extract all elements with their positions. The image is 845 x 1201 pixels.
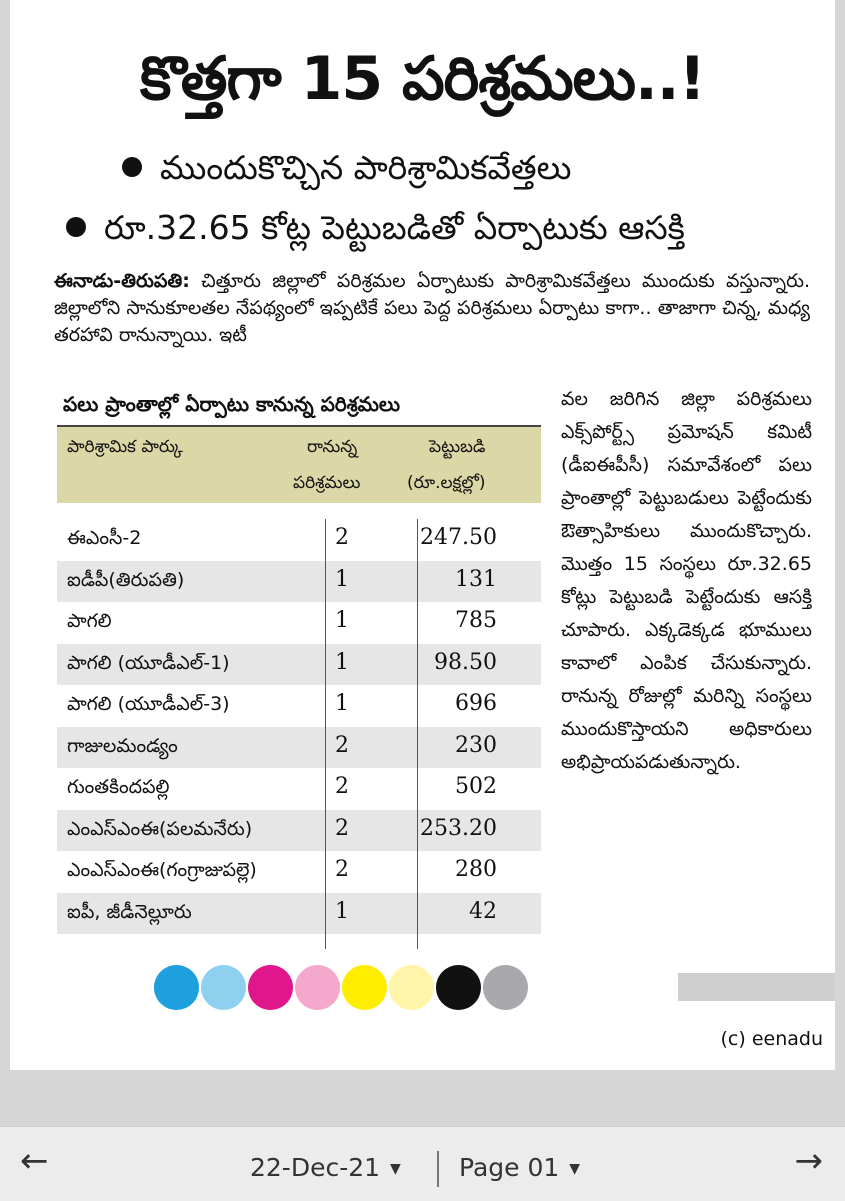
park-cell: ఎంఎస్ఎంఈ(పలమనేరు) <box>67 817 253 840</box>
header-investment-line1: పెట్టుబడి <box>429 437 486 457</box>
table-row <box>57 561 541 602</box>
page-label: Page 01 <box>459 1153 560 1182</box>
subheadline-1: ముందుకొచ్చిన పారిశ్రామికవేత్తలు <box>122 148 571 195</box>
park-cell: పాగలి (యూడీఎల్-3) <box>67 693 230 715</box>
investment-cell: 696 <box>455 691 497 716</box>
park-cell: గుంతకిందపల్లి <box>67 776 170 798</box>
park-cell: ఐడీపీ(తిరుపతి) <box>67 568 185 591</box>
table-row <box>57 768 541 809</box>
chevron-down-icon: ▼ <box>569 1161 581 1177</box>
table-row <box>57 851 541 892</box>
grey-strip <box>678 973 835 1001</box>
color-swatch <box>154 965 199 1010</box>
header-count-line1: రానున్న <box>307 437 358 457</box>
color-swatch <box>248 965 293 1010</box>
count-cell: 1 <box>335 649 349 675</box>
investment-cell: 785 <box>455 608 497 633</box>
investment-cell: 280 <box>455 857 497 882</box>
color-swatch <box>201 965 246 1010</box>
color-swatch <box>342 965 387 1010</box>
investment-cell: 98.50 <box>434 649 497 675</box>
table-row <box>57 602 541 643</box>
bullet-icon <box>66 217 86 237</box>
next-page-arrow-icon[interactable]: → <box>794 1141 823 1181</box>
color-swatch <box>483 965 528 1010</box>
article-lead <box>54 268 810 349</box>
investment-cell: 230 <box>455 732 497 758</box>
park-cell: పాగలి <box>67 610 112 632</box>
count-cell: 2 <box>335 857 349 882</box>
table-header <box>57 427 541 503</box>
date-label: 22-Dec-21 <box>250 1153 381 1182</box>
park-cell: ఈఎంసీ-2 <box>67 527 142 549</box>
investment-cell: 42 <box>469 898 497 924</box>
article-lead-text: చిత్తూరు జిల్లాలో పరిశ్రమల ఏర్పాటుకు పారిశ్రామికవేత్తలు ముందుకు వస్తున్నారు. జిల్లాలోని సానుకూలతల నేపథ్యంలో ఇప్పటికే పలు పెద్ద పరిశ్రమలు ఏర్పాటు కాగా.. తాజాగా చిన్న, మధ్య తరహావి రానున్నాయి. ఇటీ <box>54 270 811 346</box>
investment-cell: 247.50 <box>420 525 497 550</box>
column-divider <box>325 519 326 949</box>
count-cell: 2 <box>335 525 349 550</box>
investment-cell: 502 <box>455 774 497 799</box>
table-title: పలు ప్రాంతాల్లో ఏర్పాటు కానున్న పరిశ్రమలు <box>57 383 541 427</box>
count-cell: 1 <box>335 691 349 716</box>
copyright-label: (c) eenadu <box>720 1028 823 1050</box>
color-registration-swatches <box>154 965 528 1010</box>
previous-page-arrow-icon[interactable]: ← <box>20 1141 49 1181</box>
header-investment-line2: (రూ.లక్షల్లో) <box>407 473 486 493</box>
table-row <box>57 685 541 726</box>
table-row <box>57 893 541 934</box>
page-navigation-bar <box>0 1126 845 1201</box>
header-count-line2: పరిశ్రమలు <box>293 473 361 493</box>
investment-cell: 253.20 <box>420 815 497 841</box>
headline: కొత్తగా 15 పరిశ్రమలు..! <box>140 44 705 114</box>
article-continuation: వల జరిగిన జిల్లా పరిశ్రమలు ఎక్స్‌పోర్ట్స్ ప్రమోషన్ కమిటీ (డీఐఈపీసీ) సమావేశంలో పలు ప్రాంతాల్లో పెట్టుబడులు పెట్టేందుకు ఔత్సాహికులు ముందుకొచ్చారు. మొత్తం 15 సంస్థలు రూ.32.65 కోట్లు పెట్టుబడి పెట్టేందుకు ఆసక్తి చూపారు. ఎక్కడెక్కడ భూములు కావాలో ఎంపిక చేసుకున్నారు. రానున్న రోజుల్లో మరిన్ని సంస్థలు ముందుకొస్తాయని అధికారులు అభిప్రాయపడుతున్నారు. <box>561 388 812 773</box>
investment-cell: 131 <box>455 566 497 592</box>
bullet-icon <box>122 157 142 177</box>
color-swatch <box>436 965 481 1010</box>
header-park: పారిశ్రామిక పార్కు <box>67 437 183 457</box>
table-row <box>57 519 541 560</box>
count-cell: 1 <box>335 898 349 924</box>
table-row <box>57 644 541 685</box>
page-selector[interactable] <box>459 1153 580 1182</box>
dateline: ఈనాడు-తిరుపతి: <box>54 270 190 292</box>
count-cell: 1 <box>335 566 349 592</box>
industries-table <box>57 383 541 953</box>
subheadline-2: రూ.32.65 కోట్ల పెట్టుబడితో ఏర్పాటుకు ఆసక్తి <box>66 208 685 255</box>
divider <box>437 1151 439 1187</box>
count-cell: 1 <box>335 608 349 633</box>
newspaper-clipping <box>10 0 835 1070</box>
count-cell: 2 <box>335 732 349 758</box>
color-swatch <box>389 965 434 1010</box>
count-cell: 2 <box>335 774 349 799</box>
color-swatch <box>295 965 340 1010</box>
table-row <box>57 810 541 851</box>
park-cell: గాజులమండ్యం <box>67 734 178 757</box>
park-cell: ఎంఎస్ఎంఈ(గంగ్రాజుపల్లె) <box>67 859 257 881</box>
date-selector[interactable] <box>250 1153 401 1182</box>
table-row <box>57 727 541 768</box>
park-cell: ఐపీ, జీడీనెల్లూరు <box>67 900 192 923</box>
chevron-down-icon: ▼ <box>390 1161 401 1177</box>
count-cell: 2 <box>335 815 349 841</box>
park-cell: పాగలి (యూడీఎల్-1) <box>67 651 230 674</box>
column-divider <box>417 519 418 949</box>
